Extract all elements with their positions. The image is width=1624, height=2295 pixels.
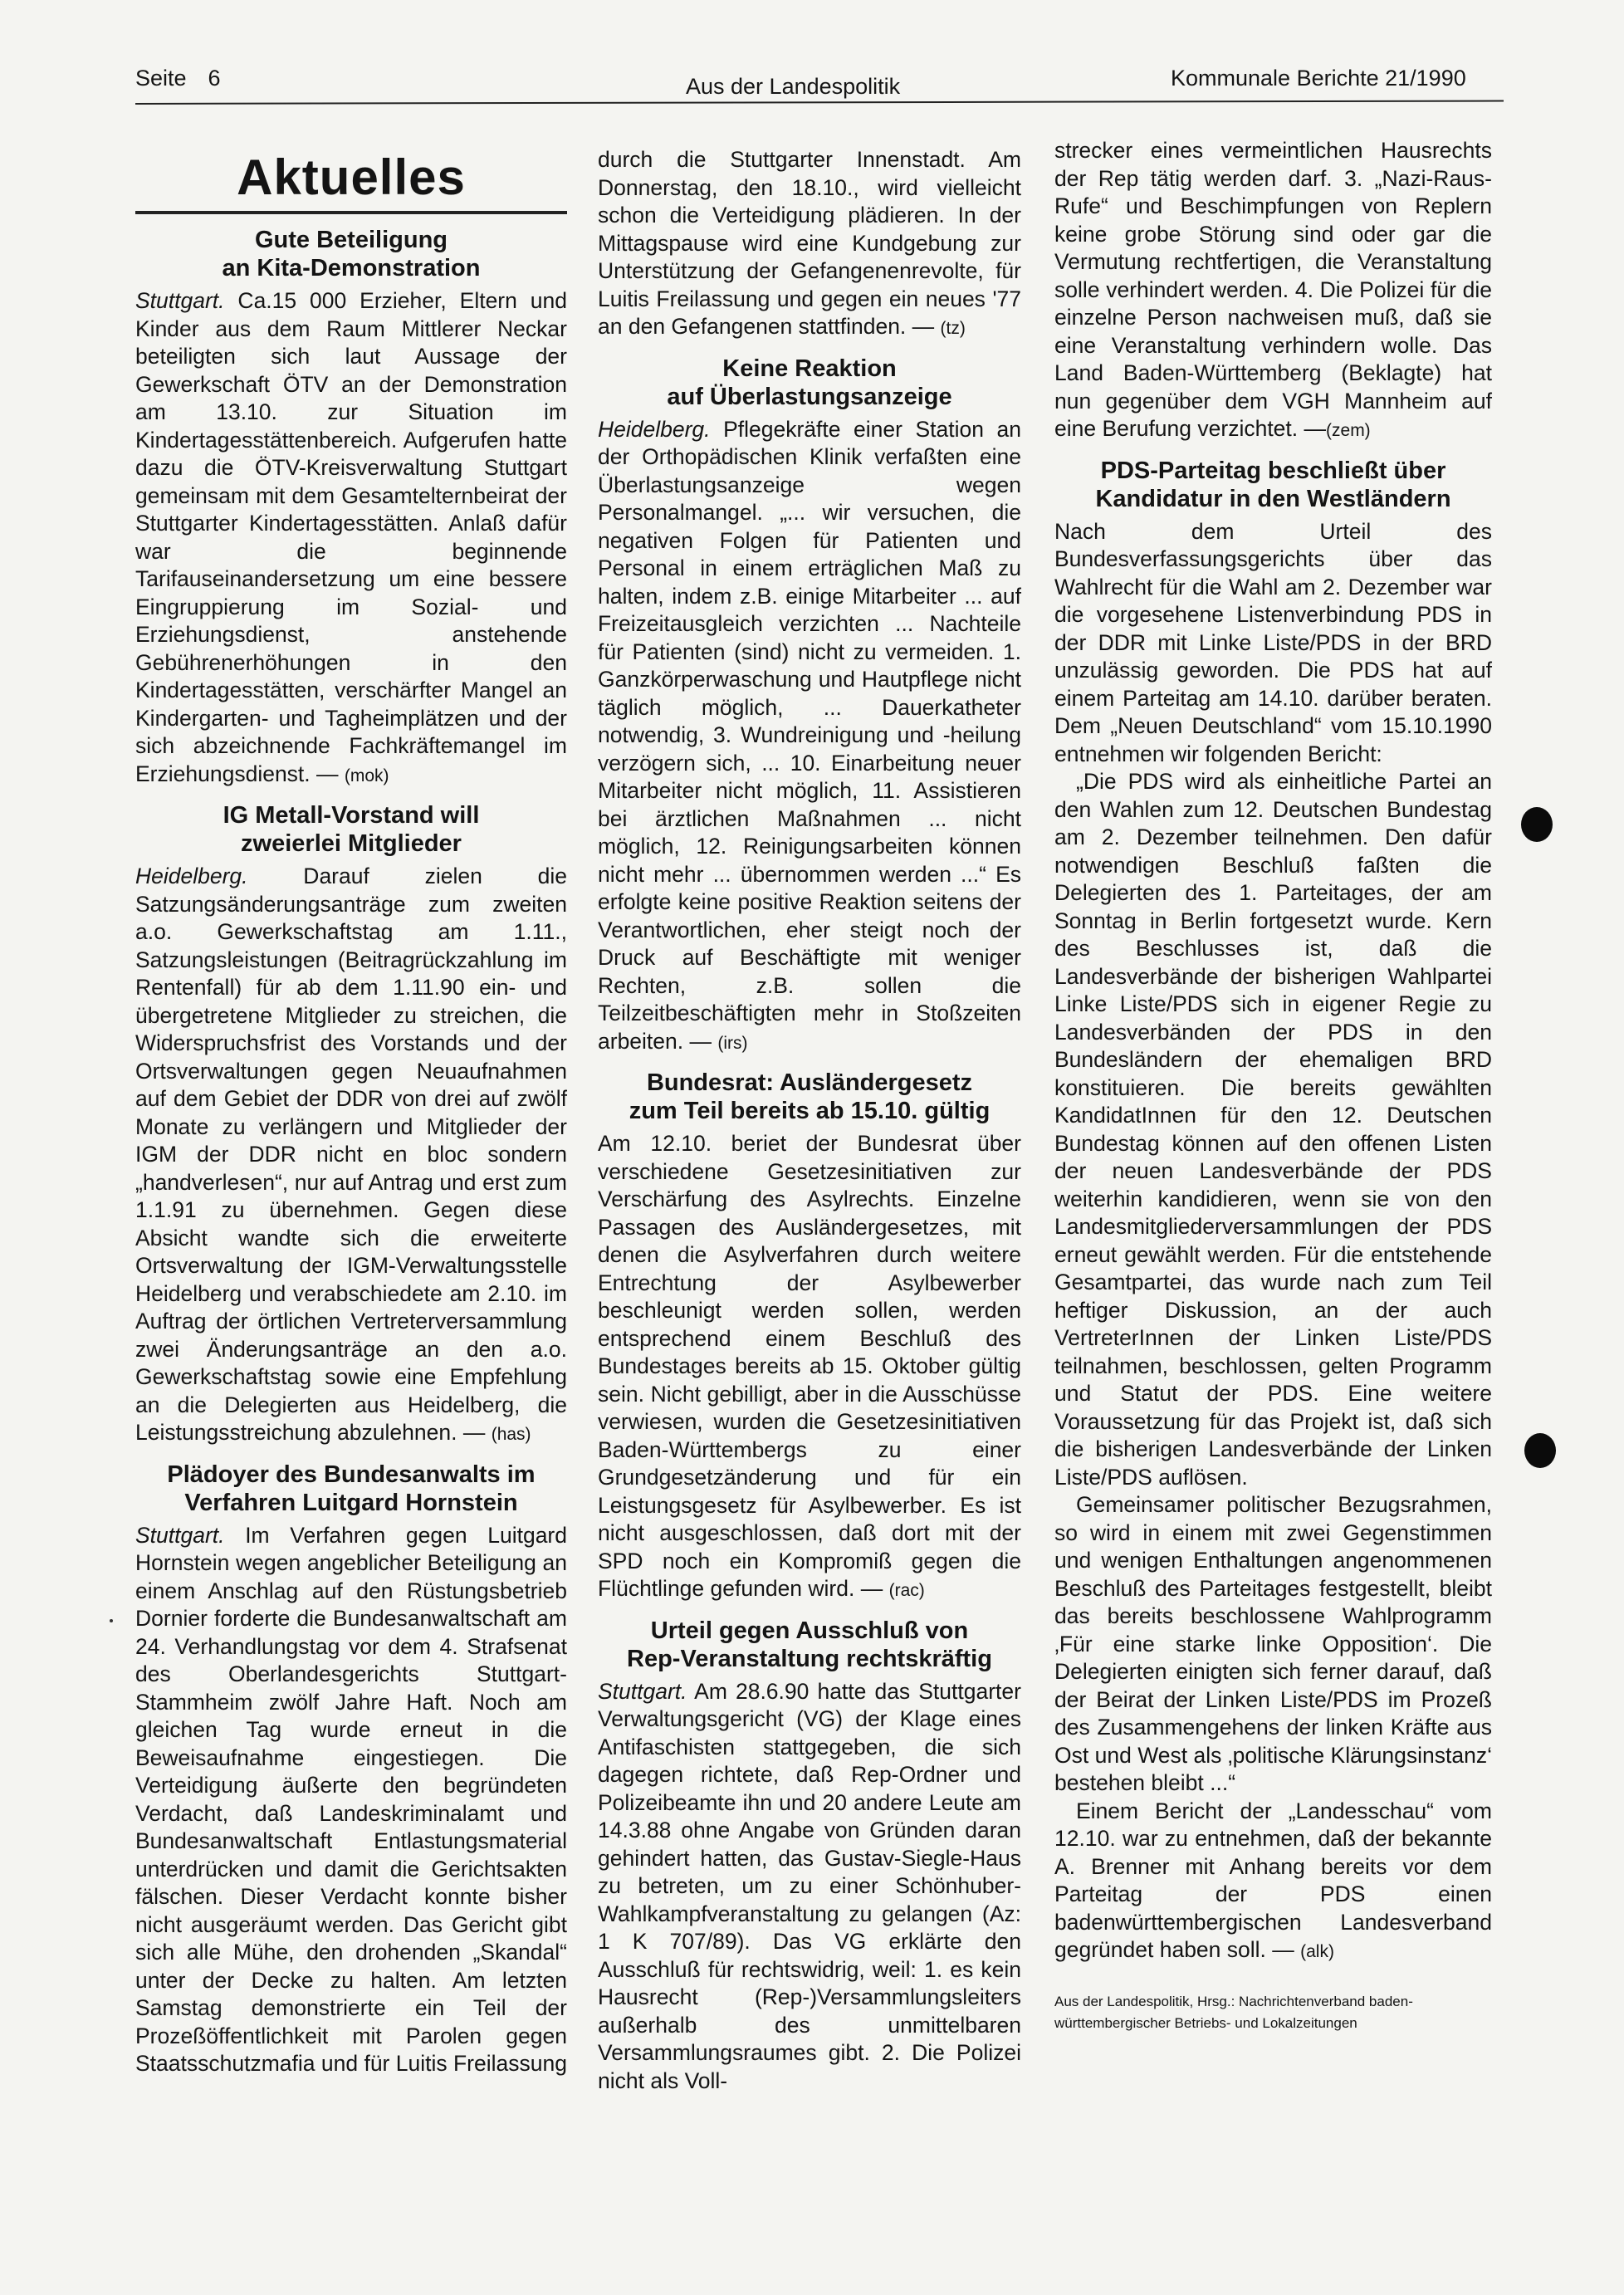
author-sig: (irs) [717,1033,748,1053]
headline-line: IG Metall-Vorstand will [223,802,480,829]
article-body [135,287,567,790]
author-sig: (mok) [344,766,389,785]
article-paragraph [1054,1798,1492,1966]
author-sig: (tz) [940,319,966,338]
article-headline [598,1617,1021,1673]
article-body [1054,137,1492,445]
dateline: Stuttgart. [135,288,225,313]
punch-hole [1521,807,1553,842]
article-headline [135,1461,567,1517]
headline-line: an Kita-Demonstration [222,255,481,281]
body-text: strecker eines vermeintlichen Hausrechts der Rep tätig werden darf. 3. „Nazi-Raus-Rufe“ und Beschimpfungen von Replern keine grobe Störung sind oder gar die Vermutung rechtfertigen, die Veranstaltung solle verhindert werden. 4. Die Polizei für die einzelne Person nachweisen muß, daß sie eine Veranstaltung verhindern wolle. Das Land Baden-Württemberg (Beklagte) hat nun gegenüber dem VGH Mannheim auf eine Berufung verzichtet. — [1054,138,1492,441]
article-headline [135,801,567,858]
body-text: durch die Stuttgarter Innenstadt. Am Donnerstag, den 18.10., wird vielleicht schon die Verteidigung plädieren. In der Mittagspause wird eine Kundgebung zur Unterstützung der Gefangenenrevolte, für Luitis Freilassung und gegen ein neues '77 an den Gefangenen stattfinden. — [598,147,1021,339]
dateline: Stuttgart. [135,1522,225,1548]
article-body [598,416,1021,1058]
article-body [598,1130,1021,1605]
article-paragraph: Gemeinsamer politischer Bezugsrahmen, so wird in einem mit zwei Gegenstimmen und wenigen Enthaltungen angenommenen Beschluß des Parteitages festgestellt, bleibt das bereits beschlossene Wahlprogramm ‚Für eine starke linke Opposition‘. Die Delegierten einigten sich ferner darauf, daß der Beirat der Linken Liste/PDS im Prozeß des Zusammengehens der linken Kräfte aus Ost und West als ‚politische Klärungsinstanz‘ bestehen bleibt ...“ [1054,1492,1492,1795]
headline-line: Bundesrat: Ausländergesetz [646,1069,973,1096]
publication-header: Kommunale Berichte 21/1990 [1171,66,1466,91]
headline-line: zum Teil bereits ab 15.10. gültig [629,1098,991,1124]
body-text: Am 12.10. beriet der Bundesrat über verschiedene Gesetzesinitiativen zur Verschärfung des Asylrechts. Einzelne Passagen des Ausländergesetzes, mit denen die Asylverfahren durch weitere Entrechtung der Asylbewerber beschleunigt werden sollen, werden entsprechend einem Beschluß des Bundestages bereits ab 15. Oktober gültig sein. Nicht gebilligt, aber in die Ausschüsse verwiesen, wurden die Gesetzesinitiativen Baden-Württembergs zu einer Grundgesetzänderung und für ein Leistungsgesetz für Asylbewerber. Es ist nicht ausgeschlossen, daß dort mit der SPD noch ein Kompromiß gegen die Flüchtlinge gefunden wird. — [598,1131,1021,1601]
section-title: Aktuelles [135,151,567,214]
page-num: 6 [208,66,221,91]
dateline: Heidelberg. [135,864,248,888]
page-word: Seite [135,66,187,91]
article-body [135,863,567,1449]
column-2 [598,146,1021,2095]
column-1 [135,146,567,2078]
headline-line: Verfahren Luitgard Hornstein [184,1489,518,1516]
headline-line: PDS-Parteitag beschließt über [1100,457,1446,484]
article-headline [598,1069,1021,1125]
column-3 [1054,137,1492,2034]
body-text: Im Verfahren gegen Luitgard Hornstein wegen angeblicher Beteiligung an einem Anschlag auf den Rüstungsbetrieb Dornier forderte die Bundesanwaltschaft am 24. Verhandlungstag vor dem 4. Strafsenat des Oberlandesgerichts Stuttgart-Stammheim zwölf Jahre Haft. Noch am gleichen Tag wurde erneut in die Beweisaufnahme eingestiegen. Die Verteidigung äußerte den begründeten Verdacht, daß Landeskriminalamt und Bundesanwaltschaft Entlastungsmaterial unterdrücken und damit die Gerichtsakten fälschen. Dieser Verdacht konnte bisher nicht ausgeräumt werden. Das Gericht gibt sich alle Mühe, den drohenden „Skandal“ unter der Decke zu halten. Am letzten Samstag demonstrierte ein Teil der Prozeßöffentlichkeit mit Parolen gegen Staatsschutzmafia und für Luitis Freilassung [135,1522,567,2076]
headline-line: Gute Beteiligung [255,227,448,253]
article-body [135,1522,567,2078]
article-headline [135,226,567,282]
headline-line: zweierlei Mitglieder [241,830,462,857]
body-text: Darauf zielen die Satzungsänderungsanträge zum zweiten a.o. Gewerkschaftstag am 1.11., Satzungsleistungen (Beitragrückzahlung im Rentenfall) für ab dem 1.11.90 ein- und übergetretene Mitglieder zu streichen, die Widerspruchsfrist des Vorstands und der Ortsverwaltungen gegen Neuaufnahmen auf dem Gebiet der DDR von drei auf zwölf Monate zu verlängern und Mitglieder der IGM der DDR nicht en bloc sondern „handverlesen“, nur auf Antrag und erst zum 1.1.91 zu übernehmen. Gegen diese Absicht wandte sich die erweiterte Ortsverwaltung der IGM-Verwaltungsstelle Heidelberg und verabschiedete am 2.10. im Auftrag der örtlichen Vertreterversammlung zwei Änderungsanträge an den a.o. Gewerkschaftstag sowie eine Empfehlung an die Delegierten aus Heidelberg, die Leistungsstreichung abzulehnen. — [135,864,567,1445]
headline-line: Keine Reaktion [722,355,897,382]
punch-hole [1524,1433,1556,1468]
page-number [135,65,221,91]
imprint: Aus der Landespolitik, Hrsg.: Nachrichtenverband baden-württembergischer Betriebs- und Lokalzeitungen [1054,1993,1413,2031]
dateline: Heidelberg. [598,416,711,442]
headline-line: Kandidatur in den Westländern [1095,485,1451,512]
body-text: Pflegekräfte einer Station an der Orthopädischen Klinik verfaßten eine Überlastungsanzeige wegen Personalmangel. „... wir versuchen, die negativen Folgen für Patienten und Personal in einem erträglichen Maß zu halten, indem z.B. einige Mitarbeiter ... auf Freizeitausgleich verzichten ... Nachteile für Patienten (sind) nicht zu vermeiden. 1. Ganzkörperwaschung und Hautpflege nicht täglich möglich, ... Dauerkatheter notwendig, 3. Wundreinigung und -heilung verzögern sich, ... 10. Einarbeitung neuer Mitarbeiter nicht möglich, 11. Assistieren bei ärztlichen Maßnahmen ... nicht möglich, 12. Reinigungsarbeiten können nicht mehr ... übernommen werden ...“ Es erfolgte keine positive Reaktion seitens der Verantwortlichen, eher steigt noch der Druck auf Beschäftigte mit weniger Rechten, z.B. sollen die Teilzeitbeschäftigten mehr in Stoßzeiten arbeiten. — [598,416,1021,1054]
article-body [598,1678,1021,2096]
author-sig: (alk) [1300,1942,1334,1961]
dateline: Stuttgart. [598,1678,687,1704]
body-text: Einem Bericht der „Landesschau“ vom 12.10. war zu entnehmen, daß der bekannte A. Brenner mit Anhang bereits vor dem Parteitag der PDS einen badenwürttembergischen Landesverband gegründet haben soll. — [1054,1798,1492,1962]
scan-speck [110,1619,113,1622]
header-rule [135,100,1504,105]
article-paragraph: „Die PDS wird als einheitliche Partei an den Wahlen zum 12. Deutschen Bundestag am 2. Dezember teilnehmen. Den dafür notwendigen Beschluß faßten die Delegierten des 1. Parteitages, der am Sonntag in Berlin fortgesetzt wurde. Kern des Beschlusses ist, daß die Landesverbände der bisherigen Wahlpartei Linke Liste/PDS sich in eigener Regie zu Landesverbänden der PDS in den Bundesländern der ehemaligen BRD konstituieren. Die bereits gewählten KandidatInnen für den 12. Deutschen Bundestag können auf den offenen Listen der neuen Landesverbände der PDS weiterhin kandidieren, wenn sie von den Landesmitgliederversammlungen der PDS erneut gewählt werden. Für die entstehende Gesamtpartei, das wurde nach zum Teil heftiger Diskussion, an der auch VertreterInnen der Linken Liste/PDS teilnahmen, beschlossen, gelten Programm und Statut der PDS. Eine weitere Voraussetzung für das Projekt ist, daß sich die bisherigen Landesverbände der Linken Liste/PDS auflösen. [1054,769,1492,1490]
body-text: Ca.15 000 Erzieher, Eltern und Kinder aus dem Raum Mittlerer Neckar beteiligten sich laut Aussage der Gewerkschaft ÖTV an der Demonstration am 13.10. zur Situation im Kindertagesstättenbereich. Aufgerufen hatte dazu die ÖTV-Kreisverwaltung Stuttgart gemeinsam mit dem Gesamtelternbeirat der Stuttgarter Kindertagesstätten. Anlaß dafür war die beginnende Tarifauseinandersetzung um eine bessere Eingruppierung im Sozial- und Erziehungsdienst, anstehende Gebührenerhöhungen in den Kindertagesstätten, verschärfter Mangel an Kindergarten- und Tagheimplätzen und der sich abzeichnende Fachkräftemangel im Erziehungsdienst. — [135,288,567,786]
headline-line: auf Überlastungsanzeige [667,383,952,410]
section-header: Aus der Landespolitik [686,74,901,99]
headline-line: Urteil gegen Ausschluß von [650,1617,969,1644]
article-paragraph: Nach dem Urteil des Bundesverfassungsgerichts über das Wahlrecht für die Wahl am 2. Dezember war die vorgesehene Listenverbindung PDS in der DDR mit Linke Liste/PDS in der BRD unzulässig geworden. Die PDS hat auf einem Parteitag am 14.10. darüber beraten. Dem „Neuen Deutschland“ vom 15.10.1990 entnehmen wir folgenden Bericht: [1054,518,1492,766]
article-headline [1054,457,1492,513]
author-sig: (rac) [888,1581,925,1600]
headline-line: Rep-Veranstaltung rechtskräftig [627,1645,992,1672]
article-headline [598,355,1021,411]
author-sig: (has) [491,1425,531,1444]
article-body [598,146,1021,343]
headline-line: Plädoyer des Bundesanwalts im [167,1461,536,1488]
body-text: Am 28.6.90 hatte das Stuttgarter Verwaltungsgericht (VG) der Klage eines Antifaschisten stattgegeben, die sich dagegen richtete, daß Rep-Ordner und Polizeibeamte ihn und 20 andere Leute am 14.3.88 ohne Angabe von Gründen daran gehindert hatten, das Gustav-Siegle-Haus zu betreten, um zu einer Schönhuber-Wahlkampfveranstaltung zu gelangen (Az: 1 K 707/89). Das VG erklärte den Ausschluß für rechtswidrig, weil: 1. es kein Hausrecht (Rep-)Versammlungsleiters außerhalb des unmittelbaren Versammlungsraumes gibt. 2. Die Polizei nicht als Voll- [598,1678,1021,2093]
author-sig: (zem) [1326,421,1371,440]
